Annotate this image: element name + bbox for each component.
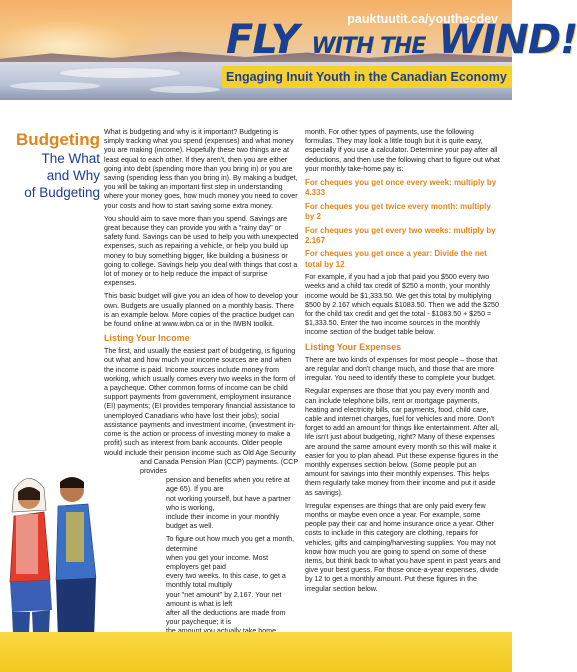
formula-biweekly: For cheques you get every two weeks: multiply by 2.167: [305, 225, 496, 246]
ice-floe: [60, 68, 180, 78]
section-heading-line: The What: [41, 151, 100, 166]
paragraph-line: and Canada Pension Plan (CCP) payments. (CCP provides: [140, 457, 298, 475]
section-heading-main: Budgeting: [15, 130, 100, 149]
paragraph: Irregular expenses are things that are only paid every few months or maybe even once a year. For example, some people pay their car and home insurance once a year. Other costs to include in this category are clothing, repairs for vehicles, gifts and camping/harvesting supplies. You may not know how much you are going to spend on some of these items, but think back to what you have spent in past years and give your best guess. For those once-a-year expenses, divide by 12 to get a monthly amount. Put these figures in the irregular section below.: [305, 501, 501, 593]
paragraph-line: To figure out how much you get a month, determine: [166, 535, 295, 553]
article-column-1: [104, 128, 300, 664]
paragraph: What is budgeting and why is it important? Budgeting is simply tracking what you spend (expenses) and what money you are making (income). Hopefully these two things are at least equal to each other. If they aren't, then you are either going into debt (spending more than you bring in) or you are saving (spending less than you bring in). By making a budget, you will be taking an important first step in understanding where your money goes, how much money you need to cover your costs and how to start saving some extra money.: [104, 128, 298, 210]
paragraph: For example, if you had a job that paid you $500 every two weeks and a child tax credit of $250 a month, your monthly income would be $1,333.50. We get this total by multiplying $500 by 2.167 which equals $1083.50. Then we add the $250 for the child tax credit and get the total - $1083.50 + $250 = $1,333.50. Enter the two income sources in the monthly income section of the budget table below.: [305, 273, 499, 337]
paragraph: The first, and usually the easiest part of budgeting, is figuring out what and how much your income sources are and when the income is paid. Income sources include money from working, which usually comes every two weeks in the form of a paycheque. Other common forms of income can be child support payments from government, employment insurance (EI) payments; (EI provides temporary financial assistance to unemployed Canadians who have lost their jobs); social assistance payments and investment income, (investment in-come is the action or process of investing money to make a profit) such as interest from bank accounts. Older people would include their pension income such as Old Age Security: [104, 347, 296, 457]
paragraph-line: not working yourself, but have a partner who is working,: [166, 494, 291, 512]
section-heading: [8, 130, 100, 201]
formula-twice-monthly: For cheques you get twice every month: multiply by 2: [305, 201, 491, 222]
formula-yearly: For cheques you get once a year: Divide the net total by 12: [305, 249, 487, 269]
ice-floe: [150, 86, 220, 93]
ice-floe: [10, 82, 100, 90]
formula-weekly: For cheques you get once every week: multiply by 4.333: [305, 178, 497, 198]
paragraph: This basic budget will give you an idea of how to develop your own. Budgets are usually planned on a monthly basis. There is an example below. More copies of the practice budget can be found online at www.iwbn.ca or in the IWBN toolkit.: [104, 292, 299, 329]
paragraph: There are two kinds of expenses for most people – those that are regular and don't change much, and those that are more irregular. You need to identify these to complete your budget.: [305, 355, 498, 383]
masthead-with-the: WITH THE: [311, 34, 426, 59]
footer-bar: [0, 632, 512, 672]
masthead-fly: FLY: [226, 17, 299, 63]
footer-url-link[interactable]: pauktuutit.ca/youthecdev: [347, 12, 498, 26]
paragraph-line: after all the deductions are made from your paycheque; it is: [166, 608, 286, 627]
boy-figure: [56, 477, 96, 658]
masthead-wind: WIND!: [438, 17, 577, 63]
paragraph-line: pension and benefits when you retire at age 65). If you are: [166, 476, 290, 494]
paragraph: month. For other types of payments, use the following formulas. They may look a little tough but it is quite easy, especially if you use a calculator. Determine your pay after all deductions, and then use the following chart to figure out what your monthly take-home pay is:: [305, 128, 500, 173]
subheading-expenses: Listing Your Expenses: [305, 341, 402, 352]
subheading-income: Listing Your Income: [104, 333, 190, 344]
paragraph-line: when you get your income. Most employers get paid: [166, 553, 269, 571]
section-heading-line: and Why: [46, 168, 100, 183]
masthead-subtitle: Engaging Inuit Youth in the Canadian Economy: [226, 70, 507, 84]
article-column-2: [305, 128, 501, 598]
section-heading-line: of Budgeting: [24, 185, 100, 200]
paragraph-line: every two weeks. In this case, to get a monthly total multiply: [166, 572, 286, 590]
paragraph: Regular expenses are those that you pay every month and can include telephone bills, rent or mortgage payments, heating and electricity bills, car payments, food, child care, cable and internet charges, fuel for vehicles and more. Don't forget to add an amount for things like entertainment. After all, life isn't just about budgeting, right? Many of these expenses are around the same amount every month so this will make it easier for you to plan ahead. Put these expense figures in the monthly expenses section below. (Some people put an amount for savings into their monthly expenses. This helps them regularly take money from their income and put it aside as savings).: [305, 387, 500, 497]
paragraph: You should aim to save more than you spend. Savings are great because they can provide you with a "rainy day" or safety fund. Savings can be used to help you with unexpected expenses, such as repairing a vehicle, or help you build up money to buy something bigger, like building a business or going to college. Savings help you deal with things that cost a lot of money or to help reduce the impact of surprise expenses.: [104, 214, 299, 288]
paragraph-line: your "net amount" by 2.167. Your net amount is what is left: [166, 590, 282, 608]
paragraph-line: include their income in your monthly budget as well.: [166, 512, 280, 531]
